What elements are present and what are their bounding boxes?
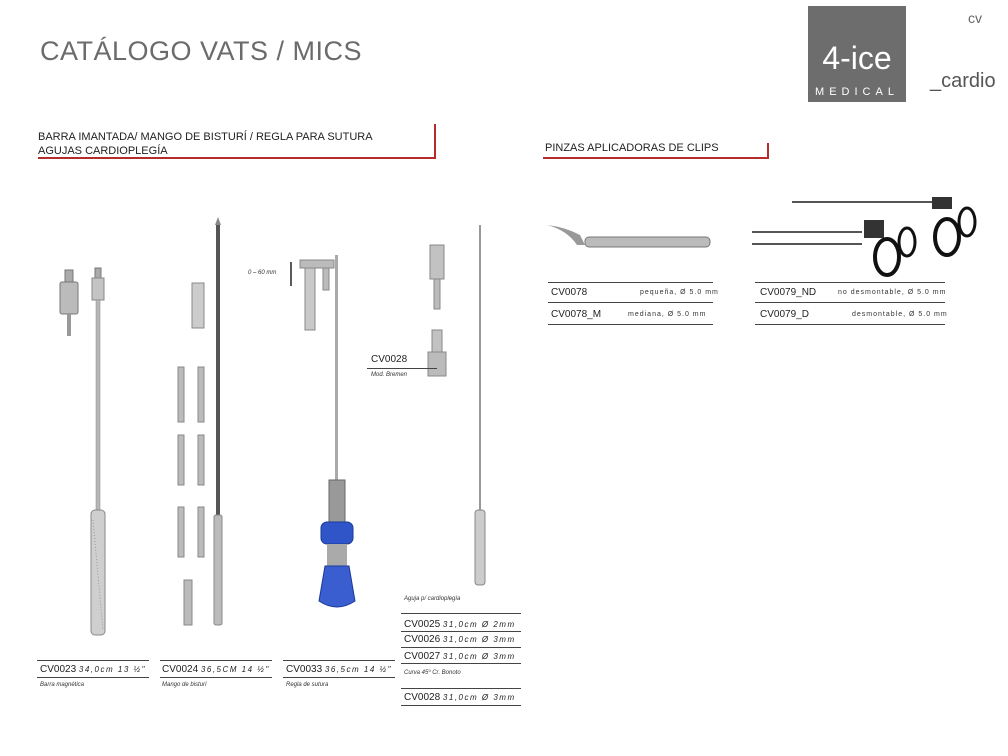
section-left-line1: BARRA IMANTADA/ MANGO DE BISTURÍ / REGLA PARA SUTURA xyxy=(38,131,373,143)
needle-last-code: CV0028 xyxy=(404,692,441,703)
division-label: _cardio xyxy=(930,70,996,92)
section-left-underline xyxy=(38,157,436,159)
clips-right-rule-2 xyxy=(755,324,945,325)
cv0033-spec: 36,5cm 14 ½" xyxy=(324,665,393,674)
section-right-bracket xyxy=(767,143,769,159)
needle-row-1-code: CV0026 xyxy=(404,634,441,645)
needle-row-0-code: CV0025 xyxy=(404,619,441,630)
clips-left-rule-2 xyxy=(548,324,713,325)
clips-right-rule-1 xyxy=(755,302,945,303)
clips-right-rule-0 xyxy=(755,282,945,283)
cv0024-code: CV0024 xyxy=(162,664,199,675)
cv0024-rule xyxy=(160,660,272,661)
cv0033-code: CV0033 xyxy=(286,664,323,675)
cv0023-caption: Barra magnética xyxy=(40,682,85,688)
needles-note: Curva 45º Cr. Bonoto xyxy=(404,670,461,676)
cv0033-rule-bottom xyxy=(283,677,395,678)
needles-caption: Aguja p/ cardioplegía xyxy=(404,596,461,602)
needles-rule-0 xyxy=(401,613,521,614)
clips-right-desc-0: no desmontable, Ø 5.0 mm xyxy=(838,289,947,296)
clips-left-rule-1 xyxy=(548,302,713,303)
cv0028-tip-caption: Mod. Bremen xyxy=(371,372,408,378)
range-label: 0 – 60 mm xyxy=(248,270,277,276)
needle-row-0 xyxy=(404,619,516,630)
needle-row-2-code: CV0027 xyxy=(404,651,441,662)
cv0023-code: CV0023 xyxy=(40,664,77,675)
section-right-title: PINZAS APLICADORAS DE CLIPS xyxy=(545,142,719,154)
page-title: CATÁLOGO VATS / MICS xyxy=(40,36,363,66)
needles-rule-4 xyxy=(401,688,521,689)
clips-left-code-0: CV0078 xyxy=(551,287,588,298)
brand-logo xyxy=(808,6,906,102)
cv0023-rule-bottom xyxy=(37,677,149,678)
needles-rule-2 xyxy=(401,647,521,648)
clips-right-desc-1: desmontable, Ø 5.0 mm xyxy=(852,311,948,318)
cv0023-spec: 34,0cm 13 ½" xyxy=(78,665,147,674)
needles-rule-1 xyxy=(401,631,521,632)
clips-right-code-1: CV0079_D xyxy=(760,309,809,320)
scalpel-handle-illustration xyxy=(170,225,230,635)
clip-applier-small-illustration xyxy=(545,215,715,275)
cv0024-label xyxy=(162,664,270,675)
cv0033-rule xyxy=(283,660,395,661)
cv0023-rule xyxy=(37,660,149,661)
clip-applier-long-illustration xyxy=(752,192,982,282)
cv0033-label xyxy=(286,664,392,675)
needle-row-1-spec: 31,0cm Ø 3mm xyxy=(442,635,516,644)
cardioplegia-needle-illustration xyxy=(465,225,505,595)
suture-ruler-illustration xyxy=(285,250,375,650)
needle-last-spec: 31,0cm Ø 3mm xyxy=(442,693,516,702)
clips-left-desc-0: pequeña, Ø 5.0 mm xyxy=(640,289,719,296)
needle-row-2-spec: 31,0cm Ø 3mm xyxy=(442,652,516,661)
cv0033-caption: Regla de sutura xyxy=(286,682,329,688)
needle-last-row xyxy=(404,692,516,703)
cv-tag: cv xyxy=(968,10,982,26)
section-left-line2: AGUJAS CARDIOPLEGÍA xyxy=(38,145,168,157)
cv0028-tip-rule xyxy=(367,368,437,369)
cv0023-label xyxy=(40,664,146,675)
needle-row-0-spec: 31,0cm Ø 2mm xyxy=(442,620,516,629)
logo-sub-text: MEDICAL xyxy=(815,86,899,98)
cardioplegia-tips-illustration xyxy=(420,245,460,385)
cv0028-tip-code: CV0028 xyxy=(371,354,408,365)
needles-rule-3 xyxy=(401,663,521,664)
clips-left-rule-0 xyxy=(548,282,713,283)
section-left-bracket xyxy=(434,124,436,159)
magnetic-bar-illustration xyxy=(40,260,140,640)
cv0024-spec: 36,5CM 14 ½" xyxy=(200,665,270,674)
cv0024-caption: Mango de bisturí xyxy=(162,682,207,688)
clips-right-code-0: CV0079_ND xyxy=(760,287,817,298)
needle-row-1 xyxy=(404,634,516,645)
needles-rule-5 xyxy=(401,705,521,706)
needle-row-2 xyxy=(404,651,516,662)
logo-main-text: 4-ice xyxy=(822,40,892,76)
section-right-underline xyxy=(543,157,769,159)
clips-left-code-1: CV0078_M xyxy=(551,309,602,320)
cv0024-rule-bottom xyxy=(160,677,272,678)
clips-left-desc-1: mediana, Ø 5.0 mm xyxy=(628,311,707,318)
